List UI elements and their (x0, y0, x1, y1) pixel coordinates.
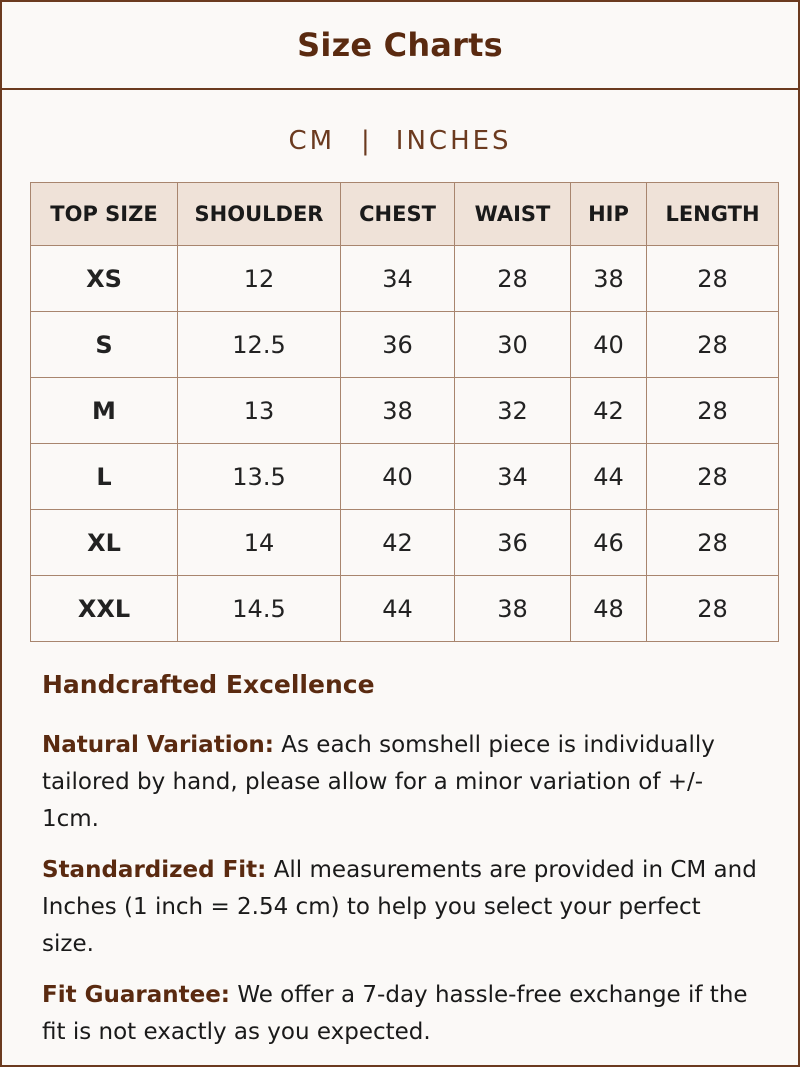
shoulder-cell: 12 (178, 246, 341, 312)
chest-cell: 40 (341, 444, 455, 510)
column-header-length: LENGTH (647, 183, 779, 246)
unit-separator: | (361, 126, 370, 156)
size-table (30, 182, 779, 642)
waist-cell: 32 (455, 378, 571, 444)
column-header-shoulder: SHOULDER (178, 183, 341, 246)
waist-cell: 38 (455, 576, 571, 642)
table-row (31, 312, 779, 378)
hip-cell: 40 (571, 312, 647, 378)
column-header-chest: CHEST (341, 183, 455, 246)
table-row (31, 378, 779, 444)
size-cell: XXL (31, 576, 178, 642)
note-text: All measurements are provided in CM and Inches (1 inch = 2.54 cm) to help you select your perfect size. (42, 857, 757, 957)
shoulder-cell: 14.5 (178, 576, 341, 642)
page-header (2, 2, 798, 90)
length-cell: 28 (647, 312, 779, 378)
table-row (31, 510, 779, 576)
chest-cell: 38 (341, 378, 455, 444)
table-row (31, 444, 779, 510)
note-standardized-fit (42, 852, 758, 963)
hip-cell: 48 (571, 576, 647, 642)
note-label: Standardized Fit: (42, 857, 267, 883)
length-cell: 28 (647, 510, 779, 576)
column-header-waist: WAIST (455, 183, 571, 246)
size-cell: XS (31, 246, 178, 312)
shoulder-cell: 13.5 (178, 444, 341, 510)
shoulder-cell: 13 (178, 378, 341, 444)
chest-cell: 34 (341, 246, 455, 312)
note-text: As each somshell piece is individually tailored by hand, please allow for a minor variation of +/- 1cm. (42, 732, 715, 832)
note-label: Natural Variation: (42, 732, 274, 758)
column-header-hip: HIP (571, 183, 647, 246)
unit-cm-tab[interactable]: CM (288, 126, 336, 156)
hip-cell: 38 (571, 246, 647, 312)
shoulder-cell: 12.5 (178, 312, 341, 378)
hip-cell: 44 (571, 444, 647, 510)
length-cell: 28 (647, 576, 779, 642)
chest-cell: 36 (341, 312, 455, 378)
table-row (31, 576, 779, 642)
waist-cell: 36 (455, 510, 571, 576)
length-cell: 28 (647, 444, 779, 510)
length-cell: 28 (647, 246, 779, 312)
table-row (31, 246, 779, 312)
table-header-row (31, 183, 779, 246)
hip-cell: 46 (571, 510, 647, 576)
note-label: Fit Guarantee: (42, 982, 230, 1008)
shoulder-cell: 14 (178, 510, 341, 576)
page-title: Size Charts (297, 26, 503, 64)
unit-toggle (2, 126, 798, 156)
length-cell: 28 (647, 378, 779, 444)
waist-cell: 28 (455, 246, 571, 312)
size-cell: M (31, 378, 178, 444)
unit-inches-tab[interactable]: INCHES (395, 126, 512, 156)
hip-cell: 42 (571, 378, 647, 444)
chest-cell: 44 (341, 576, 455, 642)
column-header-top-size: TOP SIZE (31, 183, 178, 246)
waist-cell: 30 (455, 312, 571, 378)
section-heading: Handcrafted Excellence (42, 670, 375, 699)
size-cell: S (31, 312, 178, 378)
waist-cell: 34 (455, 444, 571, 510)
note-natural-variation (42, 727, 758, 838)
info-section (42, 670, 758, 1065)
note-fit-guarantee (42, 977, 758, 1051)
size-cell: XL (31, 510, 178, 576)
size-cell: L (31, 444, 178, 510)
note-text: We offer a 7-day hassle-free exchange if the fit is not exactly as you expected. (42, 982, 748, 1045)
chest-cell: 42 (341, 510, 455, 576)
